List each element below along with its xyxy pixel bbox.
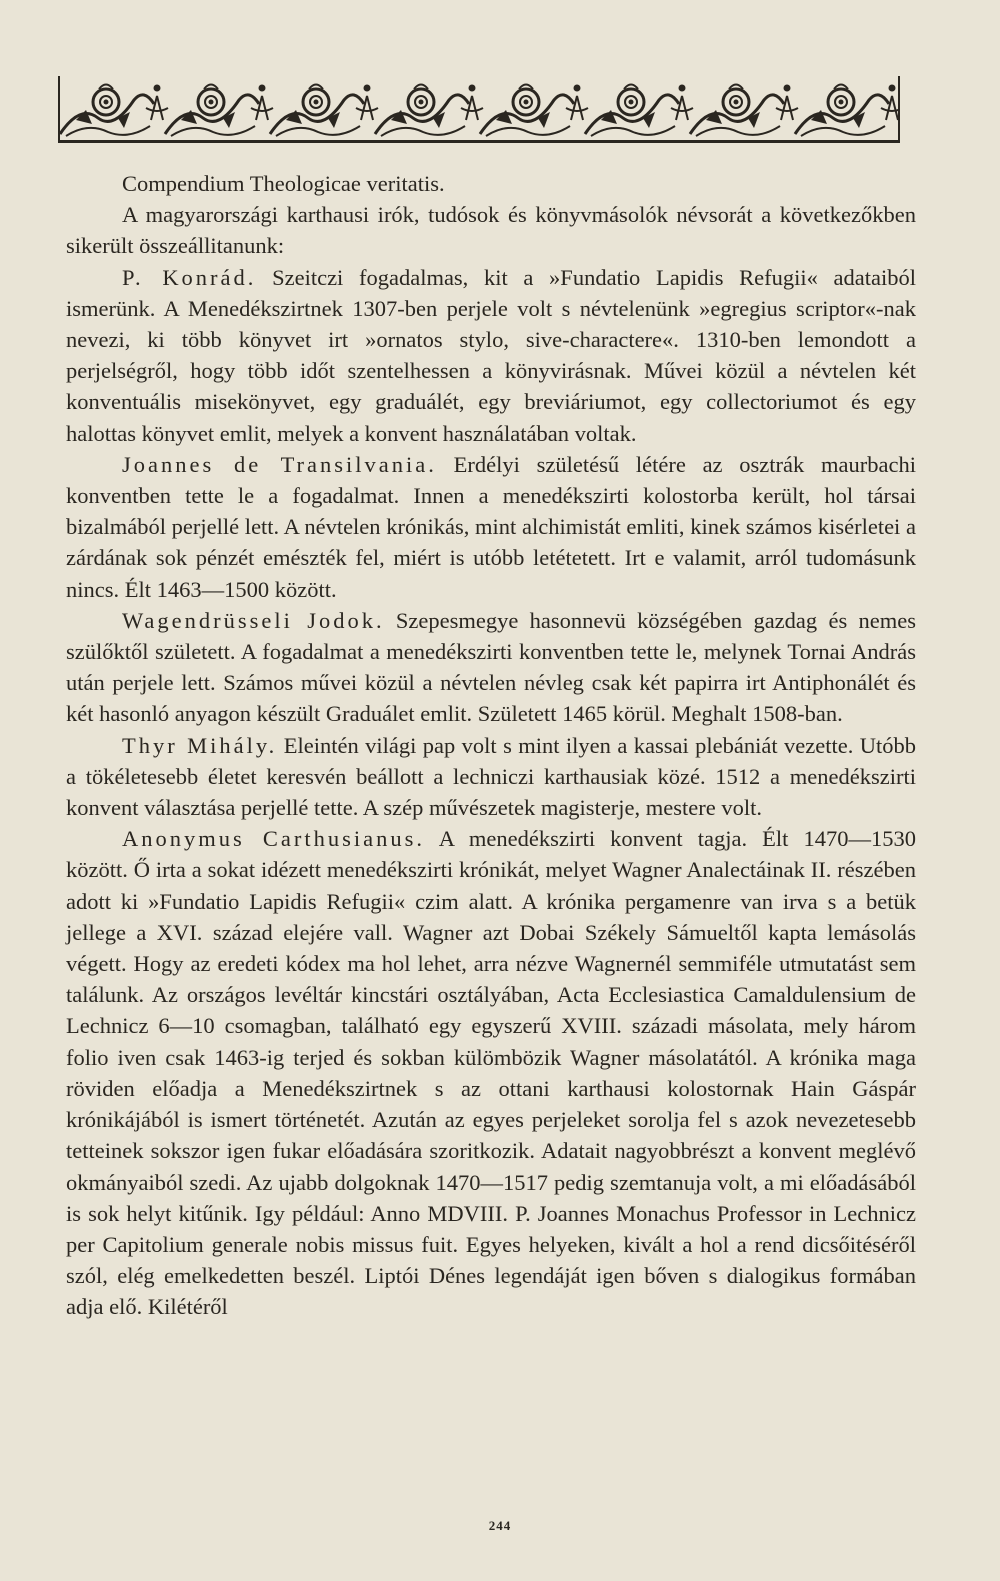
entry-heading: Thyr Mihály.: [122, 732, 278, 758]
paragraph: [66, 730, 916, 824]
entry-heading: Anonymus Carthusianus.: [122, 826, 425, 852]
paragraph: [66, 168, 916, 199]
paragraph-text: Eleintén világi pap volt s mint ilyen a kassai plebániát vezette. Utóbb a tökéletesebb életet keresvén beállott a lechniczi karthausiak közé. 1512 a menedékszirti konvent választása perjellé tette. A szép művészetek magisterje, mestere volt.: [66, 732, 916, 821]
paragraph: [66, 605, 916, 730]
paragraph: [66, 199, 916, 261]
paragraph: [66, 262, 916, 449]
entry-heading: Wagendrüsseli Jodok.: [122, 607, 385, 633]
paragraph: [66, 823, 916, 1322]
paragraph-text: Erdélyi születésű létére az osztrák maurbachi konventben tette le a fogadalmat. Innen a menedékszirti kolostorba került, hol társai bizalmából perjellé lett. A névtelen krónikás, mint alchimistát emliti, kinek számos kisérletei a zárdának sok pénzét emészték fel, miért is utóbb letétetett. Irt e valamit, arról tudomásunk nincs. Élt 1463—1500 között.: [66, 451, 916, 602]
paragraph-text: Szepesmegye hasonnevü községében gazdag és nemes szülőktől született. A fogadalmat a menedékszirti konventben tette le, melynek Tornai András után perjele lett. Számos művei közül a névtelen névleg csak két papirra irt Antiphonálét és két hasonló anyagon készült Graduálet emlit. Született 1465 körül. Meghalt 1508-ban.: [66, 607, 916, 727]
body-text: [66, 168, 916, 1323]
page-number: 244: [488, 1518, 512, 1533]
paragraph-text: Szeitczi fogadalmas, kit a »Fundatio Lapidis Refugii« adataiból ismerünk. A Menedékszirtnek 1307-ben perjele volt s névtelenünk »egregius scriptor«-nak nevezi, ki több könyvet irt »ornatos stylo, sive-charactere«. 1310-ben lemondott a perjelségről, hogy több időt szentelhessen a könyvirásnak. Művei közül a névtelen két konventuális misekönyvet, egy graduálét, egy breviáriumot, egy collectoriumot és egy halottas könyvet emlit, melyek a konvent használatában voltak.: [66, 264, 917, 446]
paragraph-text: Compendium Theologicae veritatis.: [122, 171, 445, 196]
paragraph-text: A menedékszirti konvent tagja. Élt 1470—1530 között. Ő irta a sokat idézett menedékszirti krónikát, melyet Wagner Analectáinak II. részében adott ki »Fundatio Lapidis Refugii« czim alatt. A krónika pergamenre van irva s a betük jellege a XVI. század elejére vall. Wagner azt Dobai Székely Sámueltől kapta lemásolás végett. Hogy az eredeti kódex ma hol lehet, arra nézve Wagnernél semmiféle utmutatást sem találunk. Az országos levéltár kincstári osztályában, Acta Ecclesiastica Camaldulensium de Lechnicz 6—10 csomagban, található egy egyszerű XVIII. századi másolata, mely három folio iven csak 1463-ig terjed és sokban külömbözik Wagner másolatától. A krónika maga röviden előadja a Menedékszirtnek s az ottani karthausi kolostornak Hain Gáspár krónikájából is ismert történetét. Azután az egyes perjeleket sorolja fel s azok nevezetesebb tetteinek sokszor igen fukar előadására szoritkozik. Adatait nagyobbrészt a konvent meglévő okmányaiból szedi. Az ujabb dolgoknak 1470—1517 pedig szemtanuja volt, a mi előadásából is sok helyt kitűnik. Igy például: Anno MDVIII. P. Joannes Monachus Professor in Lechnicz per Capitolium generale nobis missus fuit. Egyes helyeken, kivált a hol a rend dicsőitéséről szól, elég emelkedetten beszél. Liptói Dénes legendáját igen bőven s dialogikus formában adja elő. Kilétéről: [66, 826, 916, 1320]
paragraph-text: A magyarországi karthausi irók, tudósok és könyvmásolók névsorát a következőkben sikerült összeállitanunk:: [66, 202, 916, 259]
decorative-header-ornament: [58, 74, 900, 146]
paragraph: [66, 449, 916, 605]
entry-heading: P. Konrád.: [122, 264, 257, 290]
entry-heading: Joannes de Transilvania.: [122, 451, 437, 477]
